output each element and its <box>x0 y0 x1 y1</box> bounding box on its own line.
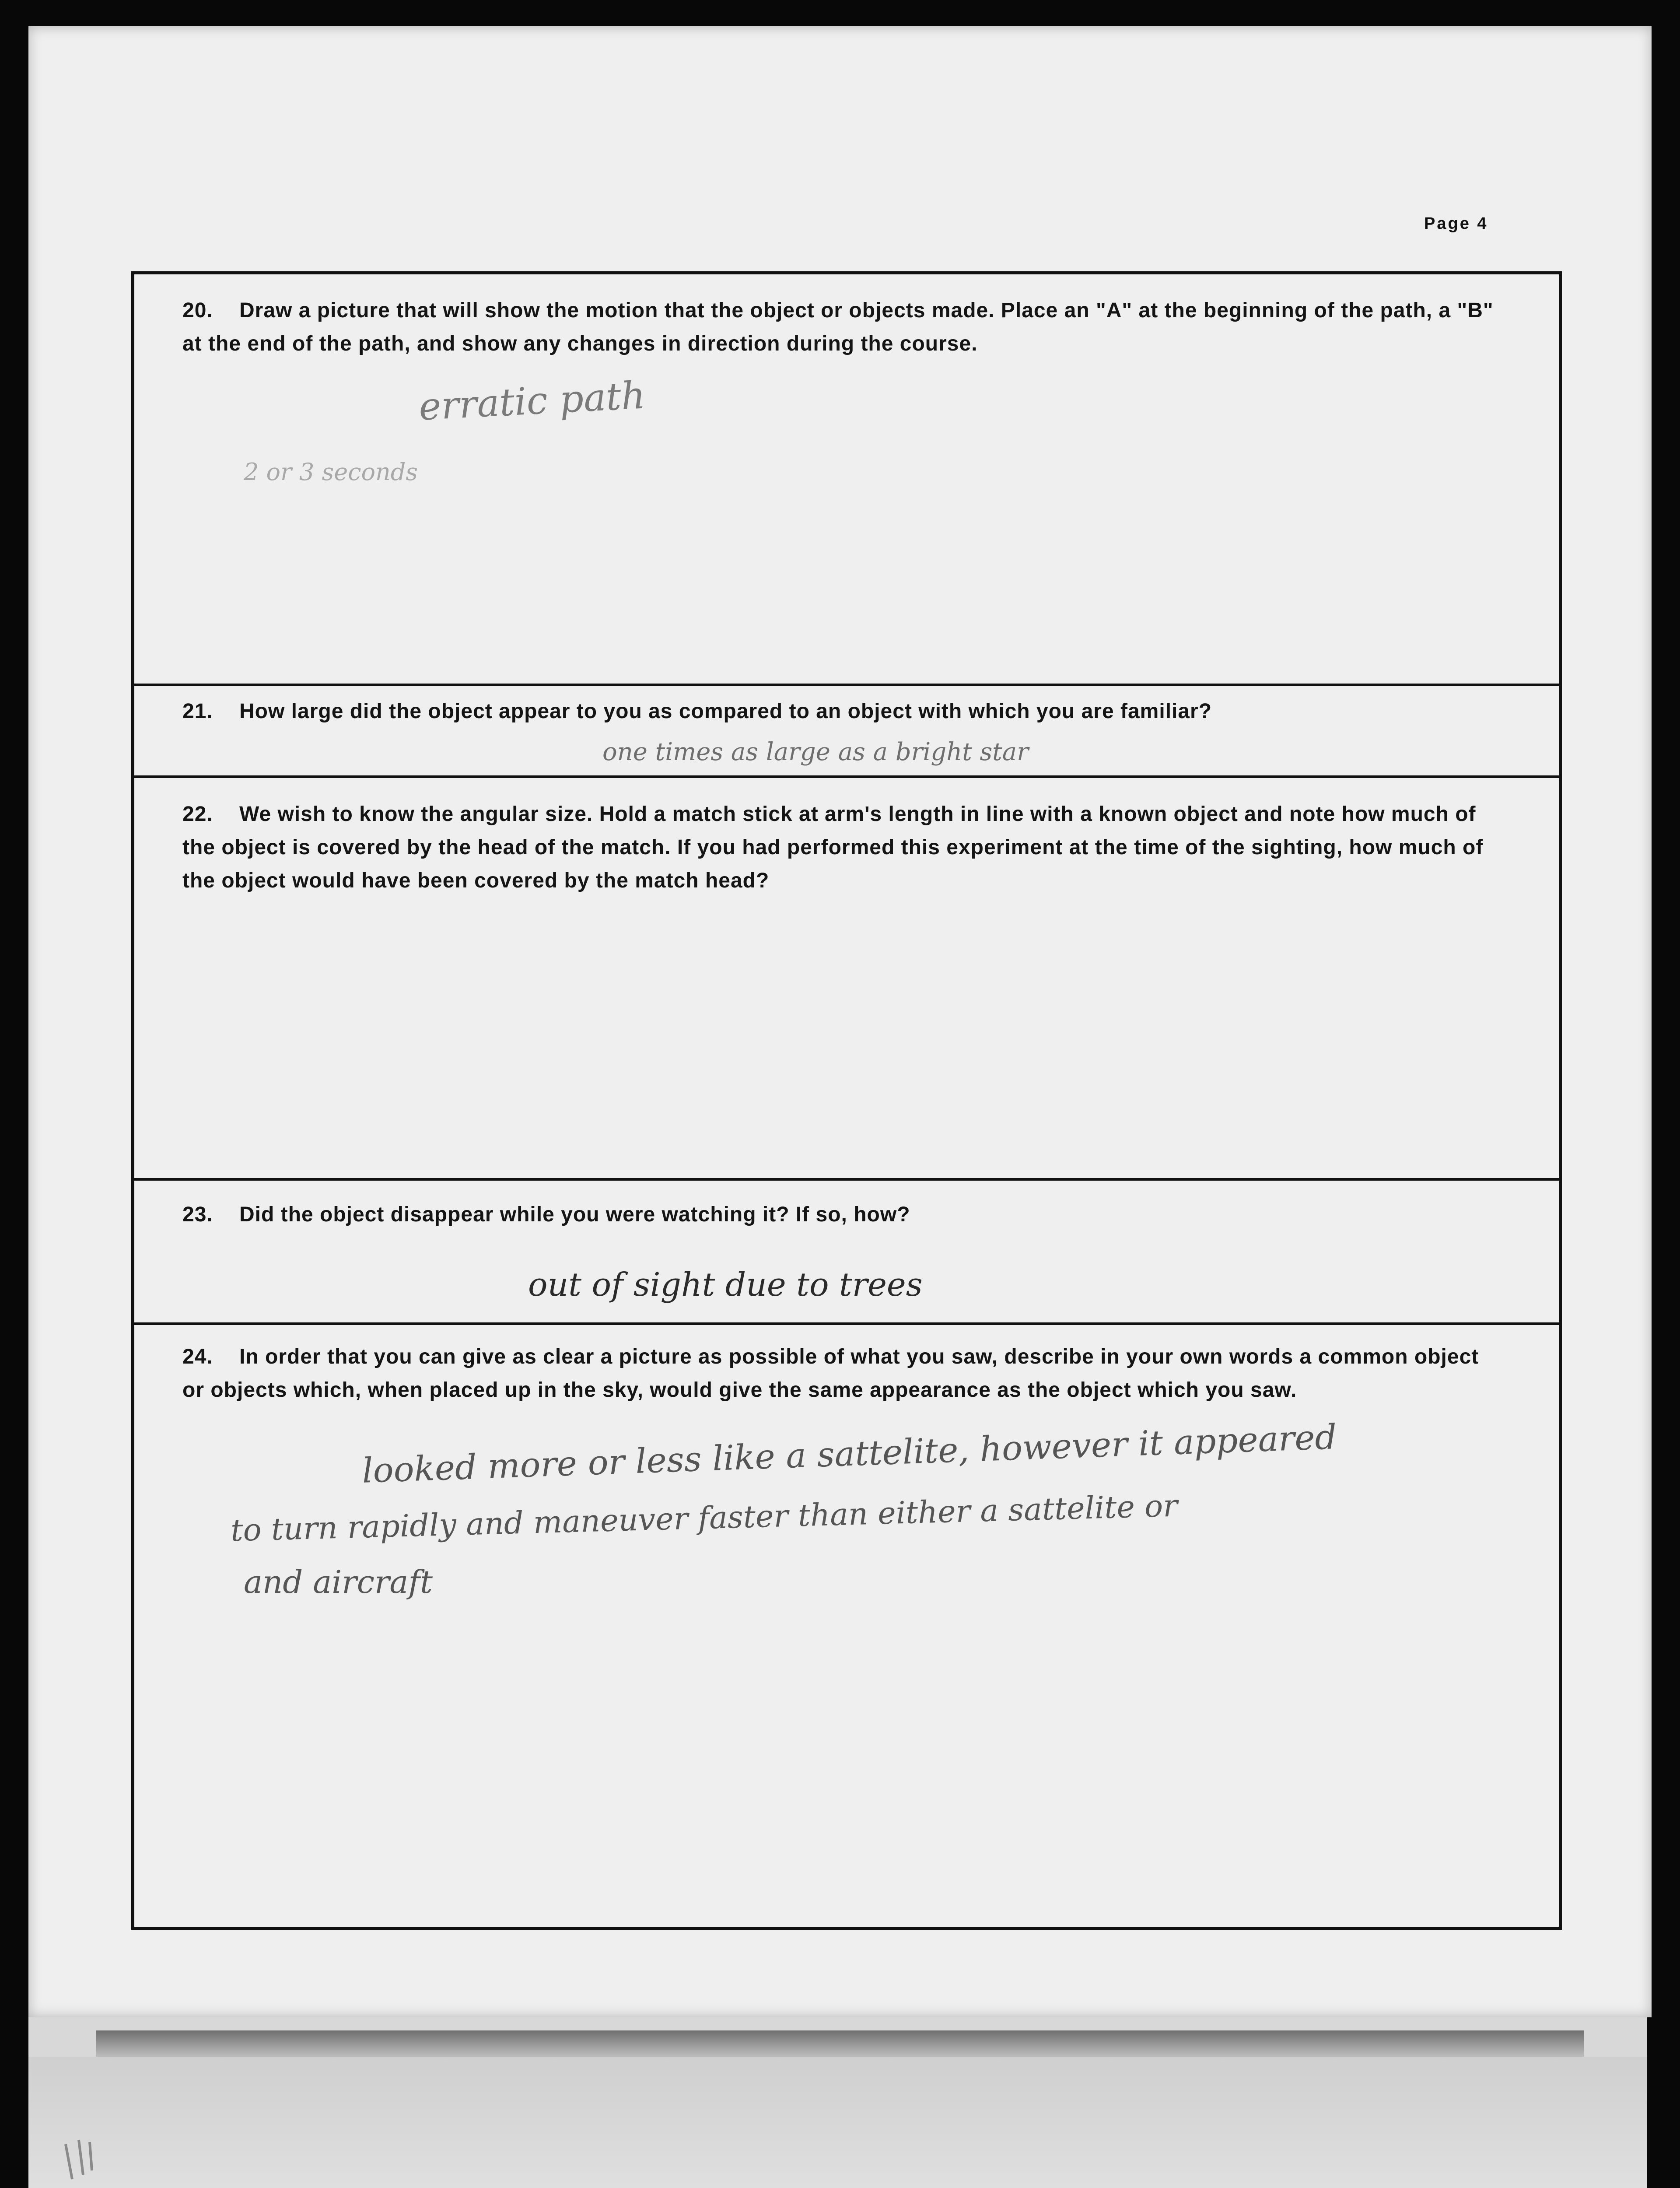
question-number: 23. <box>182 1203 213 1226</box>
scan-lower-margin <box>28 2057 1647 2188</box>
question-23-text <box>182 1198 1502 1231</box>
question-number: 24. <box>182 1345 213 1368</box>
question-number: 20. <box>182 299 213 322</box>
question-prompt: Did the object disappear while you were watching it? If so, how? <box>239 1203 910 1226</box>
question-24-section <box>134 1322 1559 1928</box>
question-23-section <box>134 1178 1559 1322</box>
handwritten-answer: and aircraft <box>244 1564 433 1600</box>
handwritten-answer: erratic path <box>417 373 647 429</box>
question-22-text <box>182 798 1502 898</box>
handwritten-answer: one times as large as a bright star <box>602 738 1029 766</box>
sheet-shadow <box>96 2030 1584 2057</box>
question-prompt: We wish to know the angular size. Hold a match stick at arm's length in line with a known object and note how much of the object is covered by the head of the match. If you had performed this experiment at the time of the sighting, how much of the object would have been covered by the match head? <box>182 803 1484 892</box>
question-number: 21. <box>182 700 213 723</box>
handwritten-answer: to turn rapidly and maneuver faster than either a sattelite or <box>230 1487 1178 1549</box>
question-20-section <box>134 274 1559 684</box>
question-prompt: Draw a picture that will show the motion that the object or objects made. Place an "A" at the beginning of the path, a "B" at the end of the path, and show any changes in direction during the course. <box>182 299 1494 355</box>
question-22-section <box>134 775 1559 1178</box>
question-prompt: How large did the object appear to you as compared to an object with which you are familiar? <box>239 700 1212 723</box>
question-21-text <box>182 695 1502 728</box>
handwritten-answer: 2 or 3 seconds <box>244 458 418 486</box>
handwritten-answer: out of sight due to trees <box>528 1266 923 1304</box>
question-prompt: In order that you can give as clear a picture as possible of what you saw, describe in your own words a common object or objects which, when placed up in the sky, would give the same appearance as the object which you saw. <box>182 1345 1479 1402</box>
questionnaire-frame <box>131 271 1562 1930</box>
question-21-section <box>134 684 1559 775</box>
question-20-text <box>182 294 1502 361</box>
question-number: 22. <box>182 803 213 826</box>
page-number: Page 4 <box>1424 214 1488 233</box>
handwritten-answer: looked more or less like a sattelite, however it appeared <box>361 1417 1337 1491</box>
margin-scribble <box>48 2127 179 2188</box>
question-24-text <box>182 1340 1502 1407</box>
